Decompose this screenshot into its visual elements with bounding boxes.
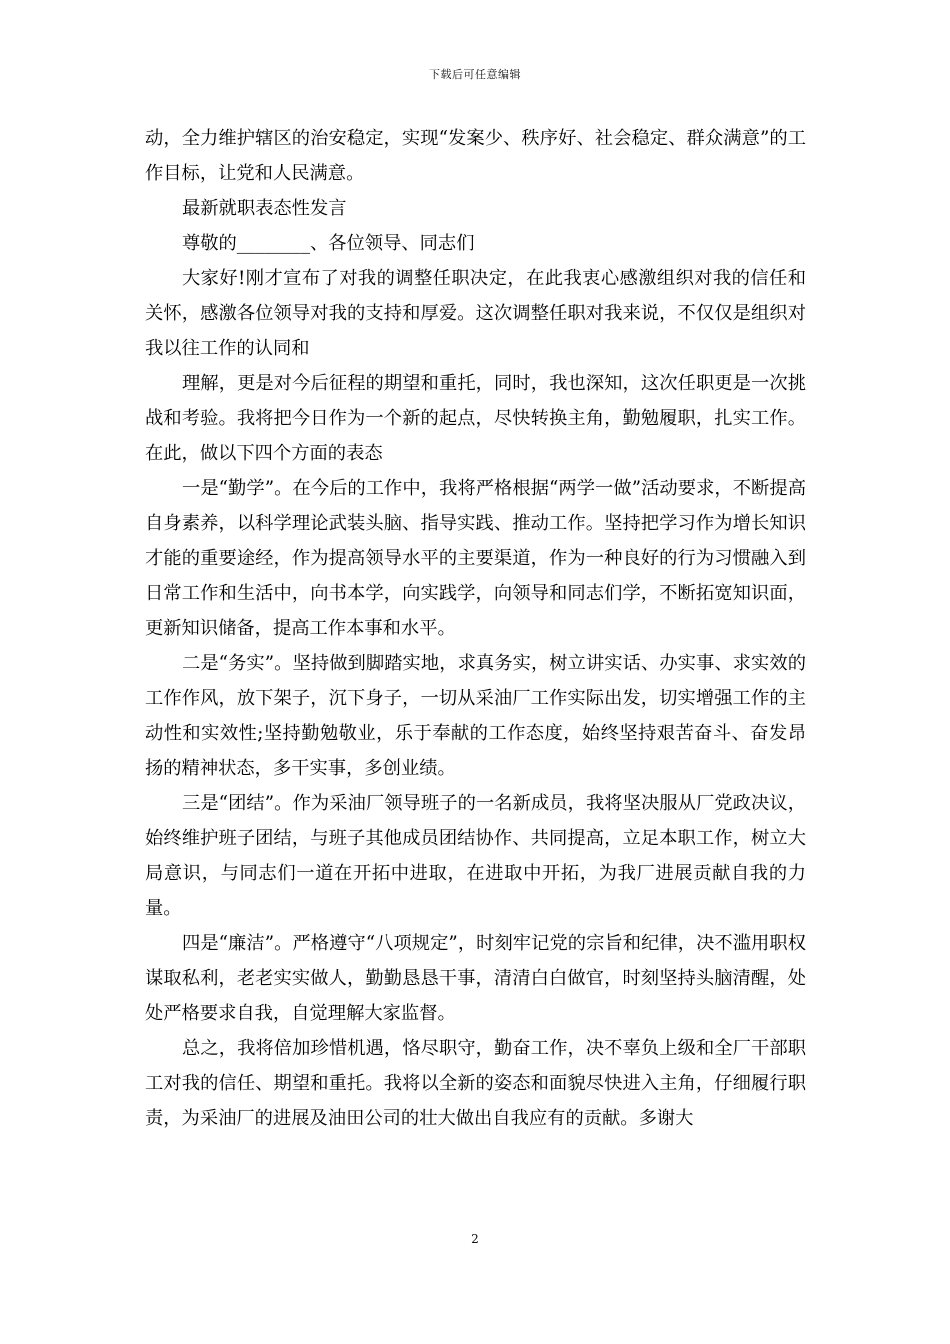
- paragraph: 四是“廉洁”。严格遵守“八项规定”，时刻牢记党的宗旨和纪律，决不滥用职权谋取私利，老老实实做人，勤勤恳恳干事，清清白白做官，时刻坚持头脑清醒，处处严格要求自我，自觉理解大家监督。: [145, 933, 806, 1024]
- paragraph: 三是“团结”。作为采油厂领导班子的一名新成员，我将坚决服从厂党政决议，始终维护班子团结，与班子其他成员团结协作、共同提高，立足本职工作，树立大局意识，与同志们一道在开拓中进取，在进取中开拓，为我厂进展贡献自我的力量。: [145, 793, 806, 919]
- page-header: 下载后可任意编辑: [429, 68, 521, 81]
- speech-title: 最新就职表态性发言: [182, 198, 347, 219]
- paragraph: 二是“务实”。坚持做到脚踏实地，求真务实，树立讲实话、办实事、求实效的工作作风，放下架子，沉下身子，一切从采油厂工作实际出发，切实增强工作的主动性和实效性;坚持勤勉敬业，乐于奉献的工作态度，始终坚持艰苦奋斗、奋发昂扬的精神状态，多干实事，多创业绩。: [145, 653, 806, 779]
- salutation: 尊敬的________、各位领导、同志们: [182, 233, 475, 254]
- document-body: [145, 121, 806, 1136]
- paragraph: 一是“勤学”。在今后的工作中，我将严格根据“两学一做”活动要求，不断提高自身素养，以科学理论武装头脑、指导实践、推动工作。坚持把学习作为增长知识才能的重要途经，作为提高领导水平的主要渠道，作为一种良好的行为习惯融入到日常工作和生活中，向书本学，向实践学，向领导和同志们学，不断拓宽知识面，更新知识储备，提高工作本事和水平。: [145, 478, 806, 639]
- paragraph: 动，全力维护辖区的治安稳定，实现“发案少、秩序好、社会稳定、群众满意”的工作目标，让党和人民满意。: [145, 128, 806, 184]
- paragraph: 理解，更是对今后征程的期望和重托，同时，我也深知，这次任职更是一次挑战和考验。我将把今日作为一个新的起点，尽快转换主角，勤勉履职，扎实工作。在此，做以下四个方面的表态: [145, 373, 806, 464]
- paragraph: 大家好!刚才宣布了对我的调整任职决定，在此我衷心感激组织对我的信任和关怀，感激各位领导对我的支持和厚爱。这次调整任职对我来说，不仅仅是组织对我以往工作的认同和: [145, 268, 806, 359]
- paragraph: 总之，我将倍加珍惜机遇，恪尽职守，勤奋工作，决不辜负上级和全厂干部职工对我的信任、期望和重托。我将以全新的姿态和面貌尽快进入主角，仔细履行职责，为采油厂的进展及油田公司的壮大做出自我应有的贡献。多谢大: [145, 1038, 806, 1129]
- page-number: 2: [471, 1232, 479, 1246]
